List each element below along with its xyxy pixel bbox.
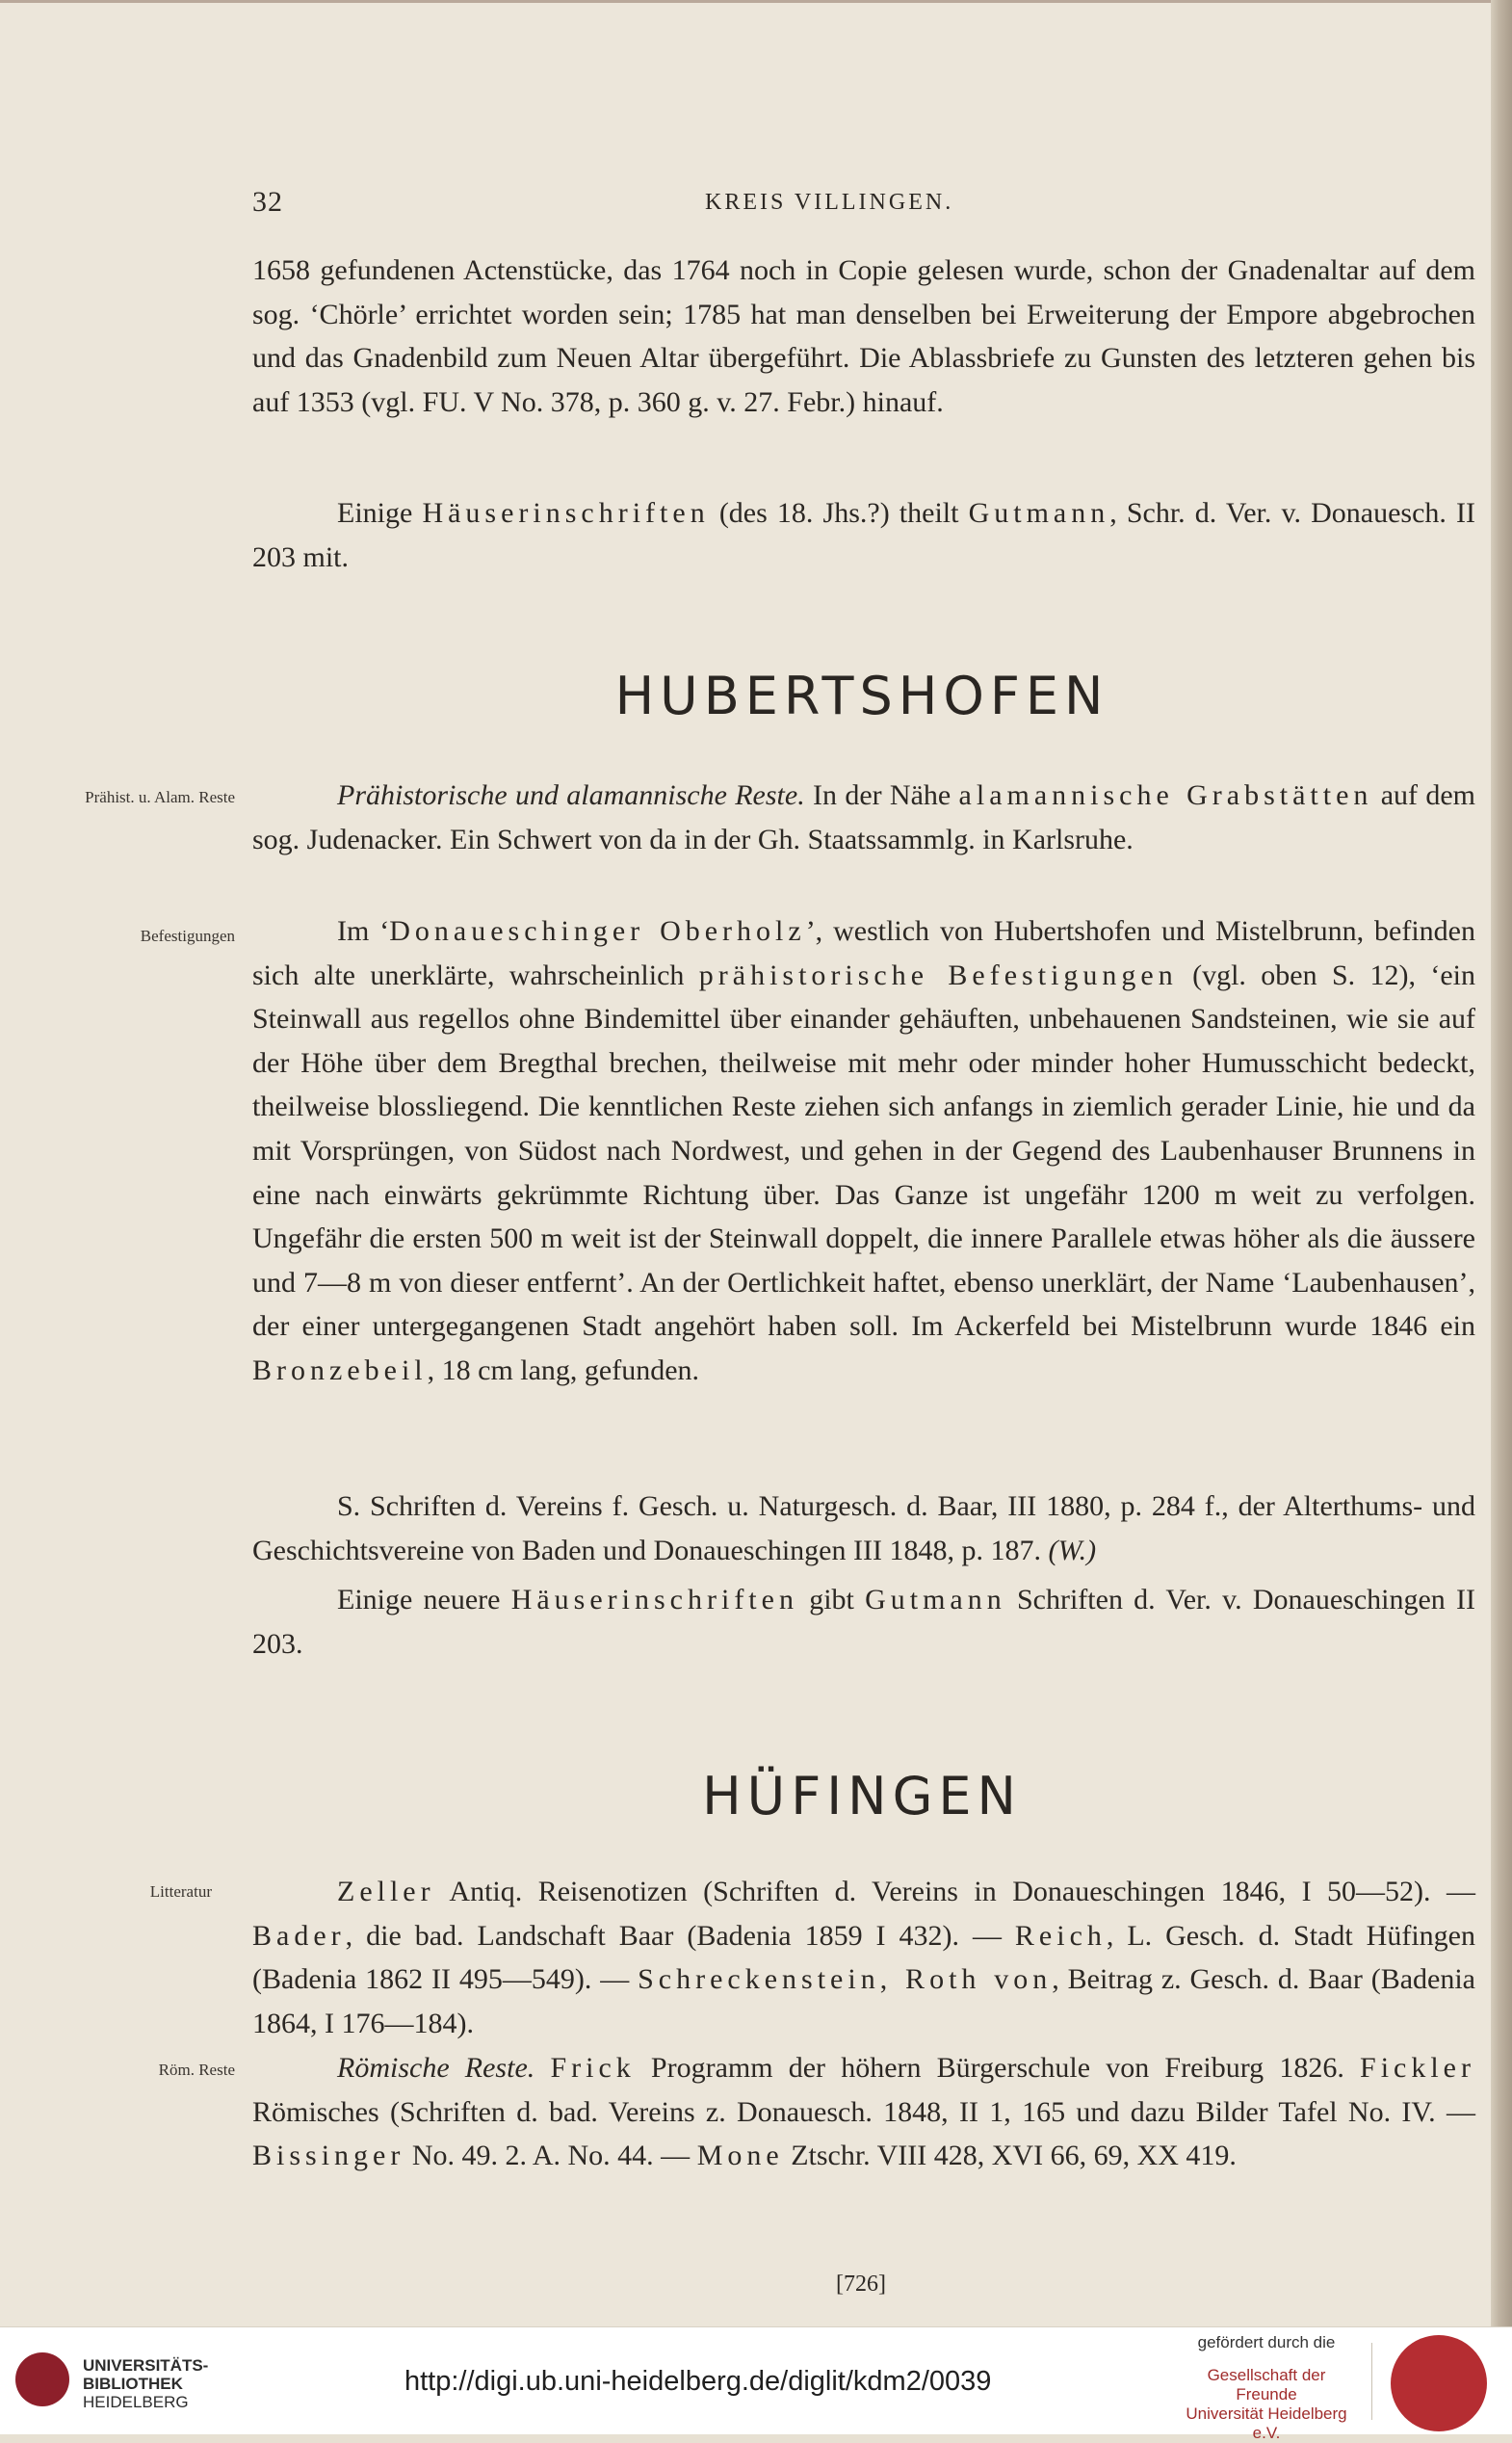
author-name: Bader [252,1919,346,1952]
hubertshofen-reference: S. Schriften d. Vereins f. Gesch. u. Naturgesch. d. Baar, III 1880, p. 284 f., der Alterthums- und Geschichtsvereine von Baden und Donaueschingen III 1848, p. 187. (W.) [252,1490,1475,1566]
emphasis-term: prähistorische Befestigungen [698,959,1178,991]
section-title-huefingen: HÜFINGEN [702,1766,1022,1826]
author-name: Zeller [337,1876,435,1907]
margin-note-roman: Röm. Reste [158,2061,235,2079]
university-library-logo-icon [15,2352,69,2406]
author-name: Gutmann [865,1584,1006,1616]
sheet-signature: [726] [836,2272,886,2297]
margin-note-literature: Litteratur [149,1882,212,1901]
section-subtitle: Prähistorische und alamannische Reste. [337,779,805,811]
author-name: Mone [696,2140,784,2172]
hubertshofen-paragraph-2: Im ‘Donaueschinger Oberholz’, westlich von Hubertshofen und Mistelbrunn, befinden sich alte unerklärte, wahrscheinlich prähistorische Befestigungen (vgl. oben S. 12), ‘ein Steinwall aus regellos ohne Bindemittel über einander gehäuften, unbehauenen Sandsteinen, wie sie auf der Höhe über dem Bregthal brechen, theilweise mit mehr oder minder hoher Humusschicht bedeckt, theilweise blossliegend. Die kenntlichen Reste ziehen sich anfangs in ziemlich gerader Linie, hie und da mit Vorsprüngen, von Südost nach Nordwest, und gehen in der Gegend des Laubenhauser Brunnens in eine nach einwärts gekrümmte Richtung über. Das Ganze ist ungefähr 1200 m weit zu verfolgen. Ungefähr die ersten 500 m weit ist der Steinwall doppelt, die innere Parallele etwas höher als die äussere und 7—8 m von dieser entfernt’. An der Oertlichkeit haftet, ebenso unerklärt, der Name ‘Laubenhausen’, der einer untergegangenen Stadt angehört haben soll. Im Ackerfeld bei Mistelbrunn wurde 1846 ein Bronzebeil, 18 cm lang, gefunden. [252,915,1475,1386]
emphasis-term: Häuserinschriften [422,497,710,529]
margin-note-prehistoric: Prähist. u. Alam. Reste [85,788,235,806]
sponsor-credit: gefördert durch die Gesellschaft der Freunde Universität Heidelberg e.V. [1186,2333,1347,2442]
author-name: Gutmann [968,497,1110,529]
place-name: Donaueschinger Oberholz [389,915,806,947]
author-name: Fickler [1360,2052,1475,2084]
margin-note-fortifications: Befestigungen [140,927,235,945]
author-initial: (W.) [1048,1534,1097,1566]
intro-paragraph-2: Einige Häuserinschriften (des 18. Jhs.?) theilt Gutmann, Schr. d. Ver. v. Donauesch. II 203 mit. [252,497,1475,573]
hubertshofen-paragraph-1: Prähistorische und alamannische Reste. In der Nähe alamannische Grabstätten auf dem sog. Judenacker. Ein Schwert von da in der Gh. Staatssammlg. in Karlsruhe. [252,779,1475,855]
author-name: Reich [1014,1919,1107,1952]
hubertshofen-paragraph-4: Einige neuere Häuserinschriften gibt Gutmann Schriften d. Ver. v. Donaueschingen II 203. [252,1584,1475,1660]
digitization-footer [0,2326,1512,2442]
page-header [252,186,1466,224]
library-name: UNIVERSITÄTS- BIBLIOTHEK HEIDELBERG [83,2356,209,2411]
section-title-hubertshofen: HUBERTSHOFEN [614,666,1109,726]
intro-paragraph: 1658 gefundenen Actenstücke, das 1764 noch in Copie gelesen wurde, schon der Gnadenaltar auf dem sog. ‘Chörle’ errichtet worden sein; 1785 hat man denselben bei Erweiterung der Empore abgebrochen und das Gnadenbild zum Neuen Altar übergeführt. Die Ablassbriefe zu Gunsten des letzteren gehen bis auf 1353 (vgl. FU. V No. 378, p. 360 g. v. 27. Febr.) hinauf. [252,254,1475,418]
author-name: Bissinger [252,2140,405,2172]
emphasis-term: Häuserinschriften [510,1584,798,1616]
permalink-url[interactable]: http://digi.ub.uni-heidelberg.de/diglit/kdm2/0039 [404,2366,992,2397]
author-name: Frick [550,2052,636,2084]
emphasis-term: alamannische Grabstätten [958,779,1373,811]
huefingen-roman-remains: Römische Reste. Frick Programm der höhern Bürgerschule von Freiburg 1826. Fickler Römisches (Schriften d. bad. Vereins z. Donauesch. 1848, II 1, 165 und dazu Bilder Tafel No. IV. — Bissinger No. 49. 2. A. No. 44. — Mone Ztschr. VIII 428, XVI 66, 69, XX 419. [252,2052,1475,2172]
author-name: Schreckenstein, Roth von [638,1963,1053,1996]
footer-divider [1371,2343,1372,2420]
university-seal-icon [1391,2335,1487,2431]
emphasis-term: Bronzebeil [252,1353,428,1386]
section-subtitle: Römische Reste. [337,2052,535,2084]
page-number: 32 [252,186,283,218]
huefingen-literature: Zeller Antiq. Reisenotizen (Schriften d. Vereins in Donaueschingen 1846, I 50—52). — Bader, die bad. Landschaft Baar (Badenia 1859 I 432). — Reich, L. Gesch. d. Stadt Hüfingen (Badenia 1862 II 495—549). — Schreckenstein, Roth von, Beitrag z. Gesch. d. Baar (Badenia 1864, I 176—184). [252,1876,1475,2039]
running-head: KREIS VILLINGEN. [705,190,954,215]
book-spine-edge [1491,0,1512,2326]
